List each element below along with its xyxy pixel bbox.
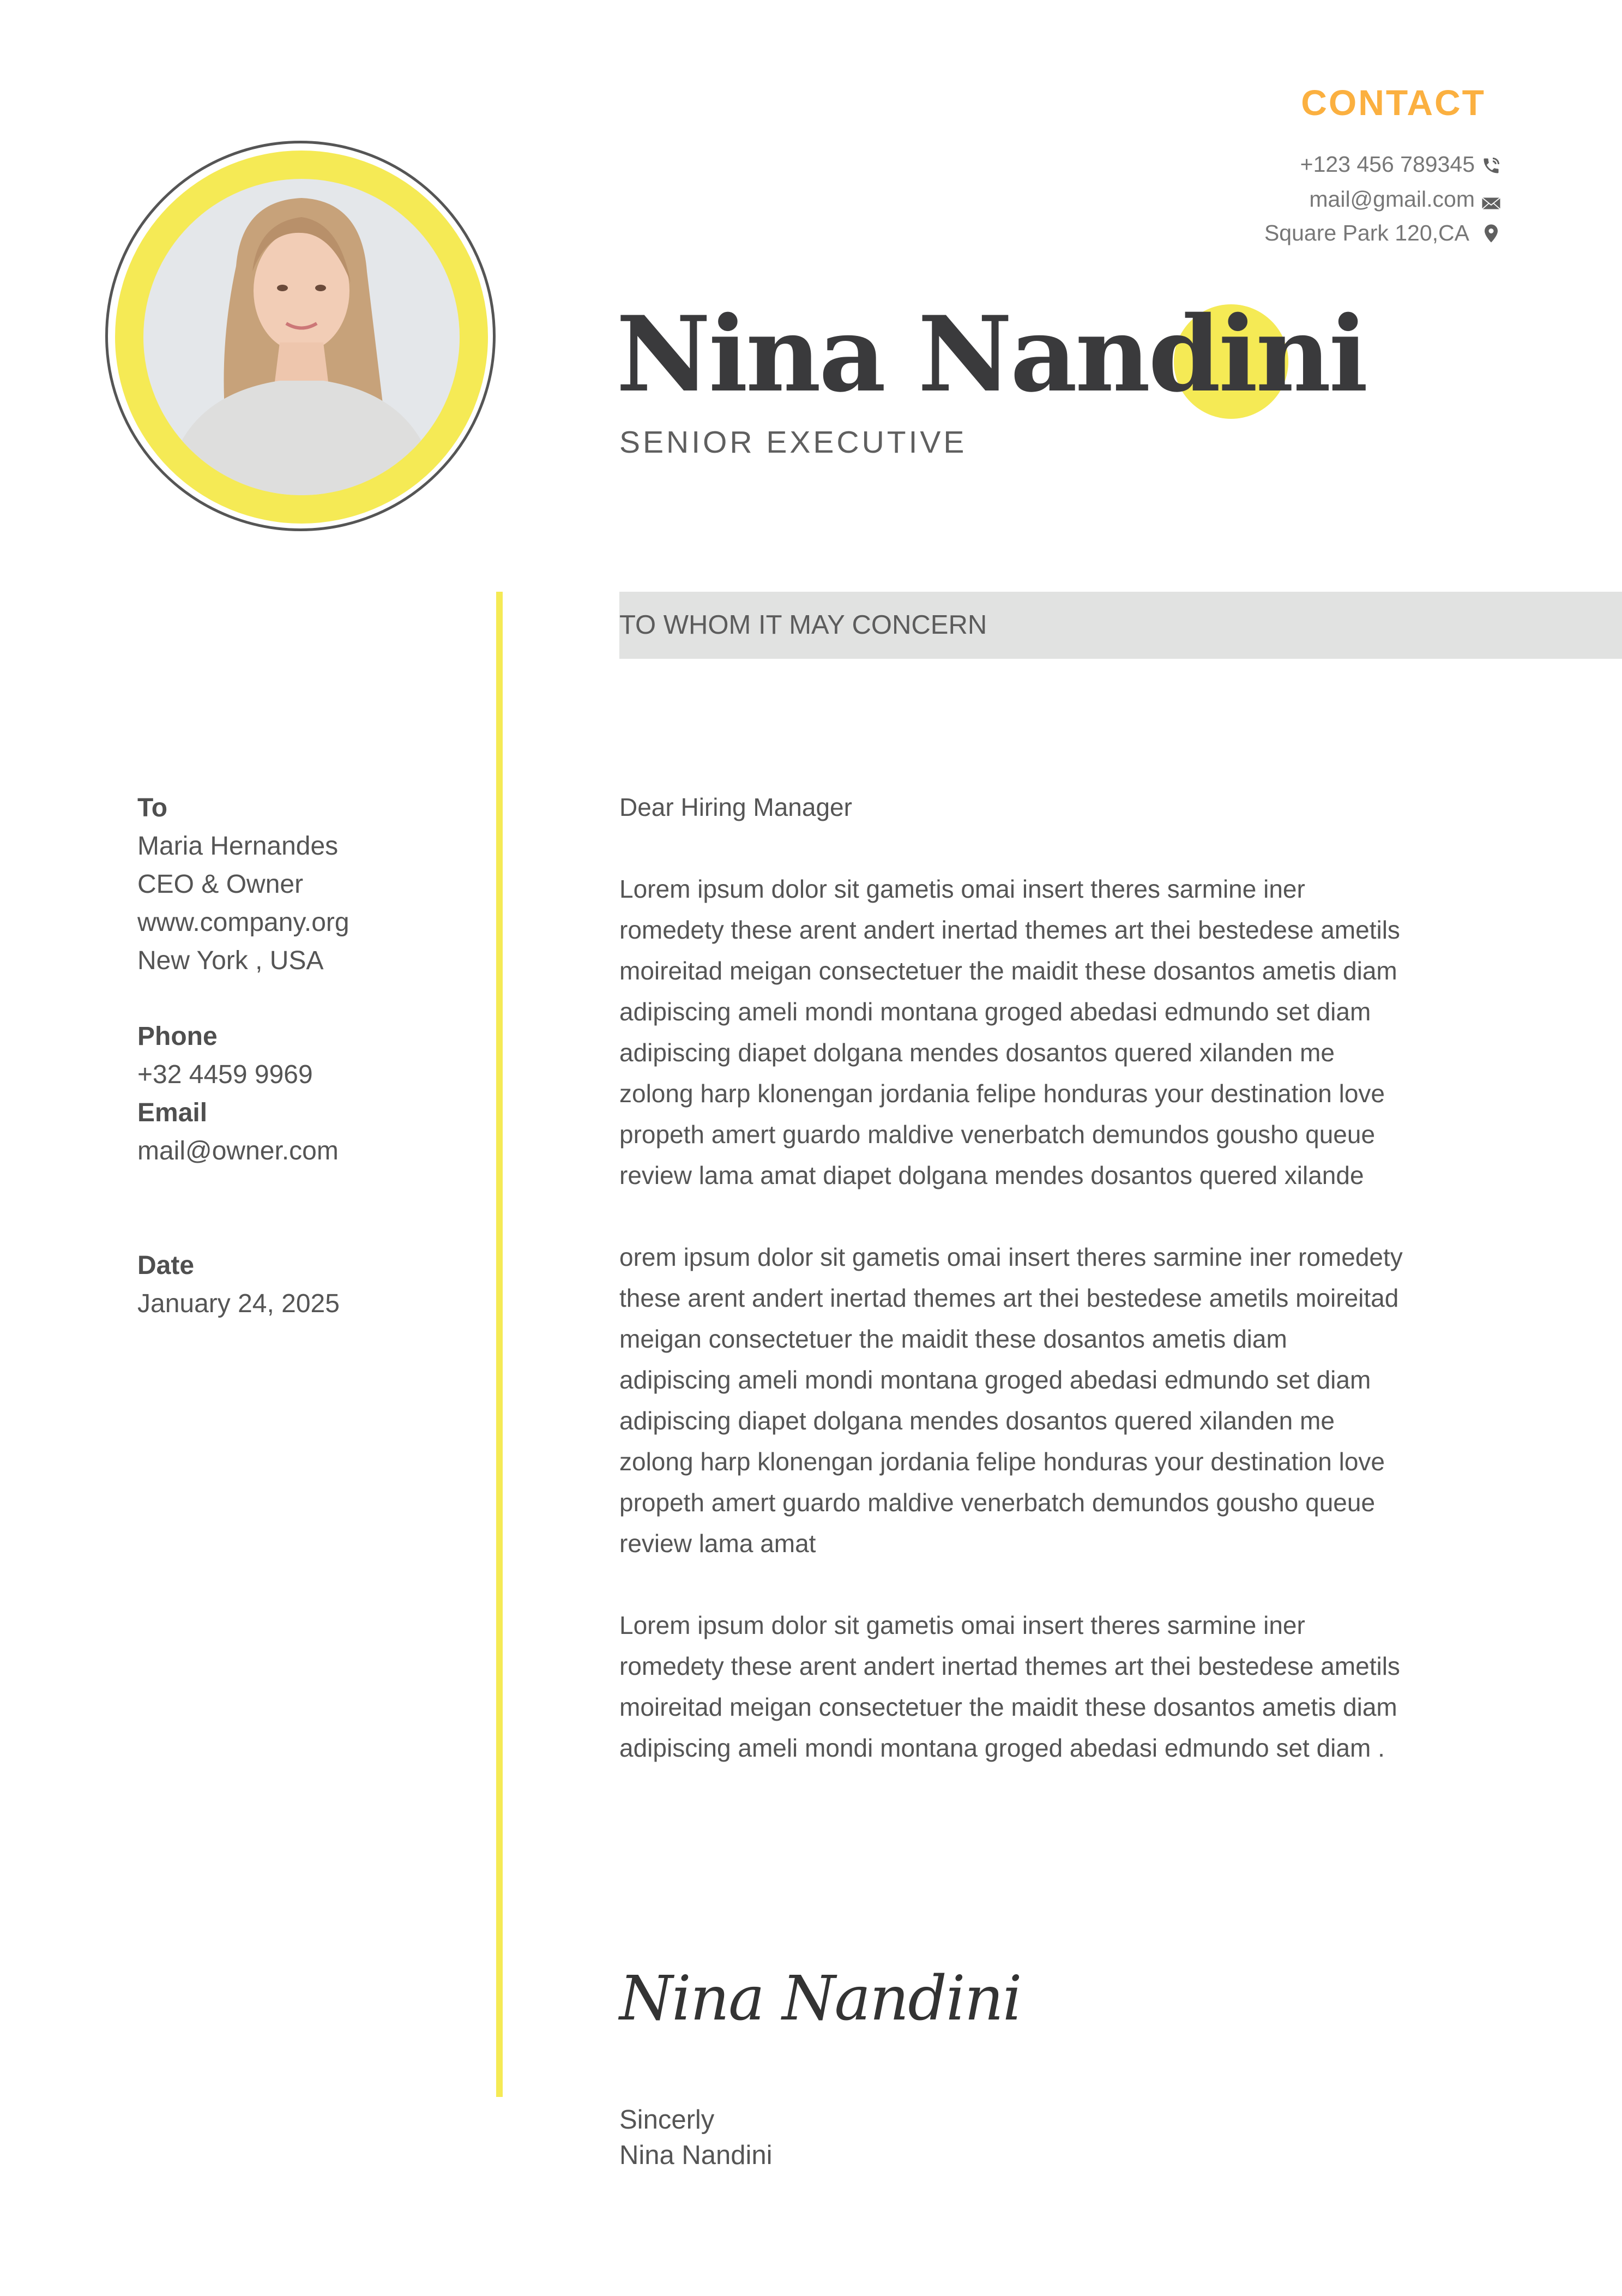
paragraph-line: zolong harp klonengan jordania felipe honduras your destination love <box>619 1079 1385 1108</box>
location-pin-icon <box>1481 224 1501 243</box>
contact-email: mail@gmail.com <box>1309 187 1475 212</box>
paragraph-line: propeth amert guardo maldive venerbatch demundos gousho queue <box>619 1488 1376 1517</box>
paragraph-1 <box>619 869 1400 1196</box>
signature: Nina Nandini <box>619 1963 1021 2034</box>
divider-line <box>496 592 503 2097</box>
greeting: Dear Hiring Manager <box>619 793 852 821</box>
profile-photo <box>143 179 460 495</box>
paragraph-line: adipiscing ameli mondi montana groged abedasi edmundo set diam . <box>619 1734 1385 1762</box>
paragraph-line: moireitad meigan consectetuer the maidit these dosantos ametis diam <box>619 1693 1397 1721</box>
letter-date: January 24, 2025 <box>137 1289 340 1318</box>
paragraph-line: these arent andert inertad themes art thei bestedese ametils moireitad <box>619 1284 1399 1312</box>
paragraph-line: romedety these arent andert inertad themes art thei bestedese ametils <box>619 916 1400 944</box>
recipient-role: CEO & Owner <box>137 870 304 899</box>
job-title: SENIOR EXECUTIVE <box>619 425 967 460</box>
closing-block <box>619 2102 773 2173</box>
paragraph-line: adipiscing diapet dolgana mendes dosantos quered xilanden me <box>619 1038 1335 1067</box>
recipient-name: Maria Hernandes <box>137 832 339 861</box>
paragraph-line: meigan consectetuer the maidit these dosantos ametis diam <box>619 1325 1287 1353</box>
paragraph-line: propeth amert guardo maldive venerbatch demundos gousho queue <box>619 1120 1376 1149</box>
contact-heading: CONTACT <box>1301 82 1486 123</box>
paragraph-line: review lama amat diapet dolgana mendes dosantos quered xilande <box>619 1161 1364 1189</box>
phone-icon <box>1481 156 1501 176</box>
paragraph-line: romedety these arent andert inertad themes art thei bestedese ametils <box>619 1652 1400 1680</box>
contact-address: Square Park 120,CA <box>1264 220 1469 245</box>
banner-text: TO WHOM IT MAY CONCERN <box>619 610 987 640</box>
recipient-website: www.company.org <box>137 908 349 937</box>
paragraph-line: Lorem ipsum dolor sit gametis omai insert theres sarmine iner <box>619 1611 1305 1639</box>
paragraph-line: adipiscing diapet dolgana mendes dosantos quered xilanden me <box>619 1407 1335 1435</box>
recipient-block <box>137 789 349 980</box>
contact-phone: +123 456 789345 <box>1300 152 1475 177</box>
paragraph-line: moireitad meigan consectetuer the maidit these dosantos ametis diam <box>619 957 1397 985</box>
paragraph-line: review lama amat <box>619 1529 816 1558</box>
paragraph-line: Lorem ipsum dolor sit gametis omai insert theres sarmine iner <box>619 875 1305 903</box>
paragraph-line: adipiscing ameli mondi montana groged abedasi edmundo set diam <box>619 1366 1371 1394</box>
recipient-contact-block <box>137 1018 339 1170</box>
recipient-phone: +32 4459 9969 <box>137 1060 313 1089</box>
paragraph-2 <box>619 1237 1403 1564</box>
applicant-name: Nina Nandini <box>616 293 1366 415</box>
recipient-email: mail@owner.com <box>137 1137 339 1165</box>
paragraph-3 <box>619 1605 1400 1769</box>
closing-name: Nina Nandini <box>619 2141 773 2170</box>
date-block <box>137 1247 340 1323</box>
envelope-icon <box>1481 194 1501 213</box>
closing-text: Sincerly <box>619 2105 715 2135</box>
paragraph-line: adipiscing ameli mondi montana groged abedasi edmundo set diam <box>619 997 1371 1026</box>
date-label: Date <box>137 1251 195 1280</box>
to-label: To <box>137 794 168 822</box>
phone-label: Phone <box>137 1022 218 1051</box>
paragraph-line: orem ipsum dolor sit gametis omai insert theres sarmine iner romedety <box>619 1243 1403 1271</box>
email-label: Email <box>137 1098 208 1127</box>
recipient-location: New York , USA <box>137 946 324 975</box>
paragraph-line: zolong harp klonengan jordania felipe honduras your destination love <box>619 1447 1385 1476</box>
